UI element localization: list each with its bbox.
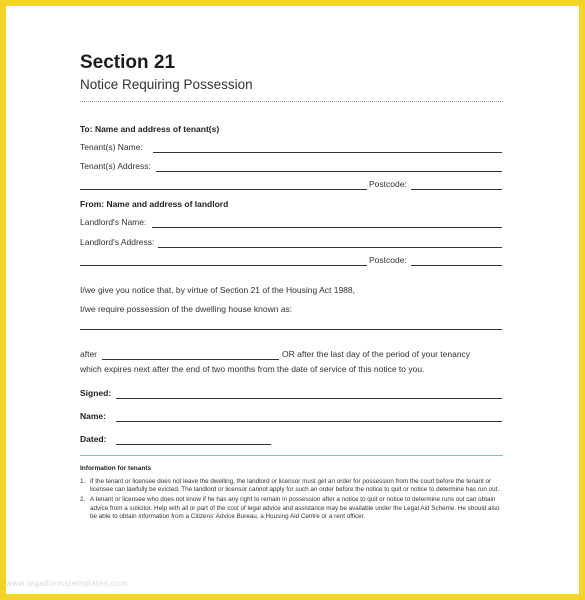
require-possession-label: I/we require possession of the dwelling house known as: (80, 304, 293, 314)
info-list (80, 478, 500, 523)
tenant-postcode-label: Postcode: (369, 179, 407, 189)
header-divider (80, 101, 503, 102)
dated-field[interactable] (116, 444, 271, 445)
landlord-postcode-label: Postcode: (369, 255, 407, 265)
name-label: Name: (80, 411, 106, 421)
name-field[interactable] (116, 421, 502, 422)
signed-field[interactable] (116, 398, 502, 399)
tenant-name-field[interactable] (153, 152, 502, 153)
or-after-text: OR after the last day of the period of your tenancy (282, 349, 471, 359)
info-item-text: A tenant or licensee who does not know if he has any right to remain in possession after a notice to quit or notice to determine runs out can obtain advice from a solicitor. Help with all or part of the cost of legal advice and assistance may be available under the Legal Aid Scheme. He should also be able to obtain information from a Citizens' Advice Bureau, a Housing Aid Centre or a rent officer. (90, 496, 500, 520)
tenant-address-field-line-2[interactable] (80, 189, 367, 190)
dwelling-address-field[interactable] (80, 329, 502, 330)
info-item-number: 1. (80, 478, 86, 485)
landlord-section-heading: From: Name and address of landlord (80, 199, 229, 209)
info-divider (80, 455, 503, 456)
info-item-text: If the tenant or licensee does not leave the dwelling, the landlord or licensor must get an order for possession from the court before the tenant or licensee can lawfully be evicted. The landlord or licensor cannot apply for such an order before the notice to quit or notice to determine has run out. (90, 478, 500, 494)
tenant-section-heading: To: Name and address of tenant(s) (80, 124, 220, 134)
watermark: www.legalformstemplates.com (6, 579, 128, 588)
info-item (80, 496, 500, 521)
info-heading: Information for tenants (80, 465, 152, 472)
landlord-address-label: Landlord's Address: (80, 237, 155, 247)
info-item (80, 478, 500, 494)
after-date-field[interactable] (102, 359, 279, 360)
notice-statement: I/we give you notice that, by virtue of Section 21 of the Housing Act 1988, (80, 285, 356, 295)
expiry-text: which expires next after the end of two months from the date of service of this notice to you. (80, 364, 425, 374)
landlord-address-field-line-2[interactable] (80, 265, 367, 266)
tenant-name-label: Tenant(s) Name: (80, 142, 143, 152)
tenant-postcode-field[interactable] (411, 189, 502, 190)
landlord-name-label: Landlord's Name: (80, 217, 147, 227)
signed-label: Signed: (80, 388, 112, 398)
info-item-number: 2. (80, 496, 86, 504)
section-title: Section 21 (80, 52, 176, 73)
after-label: after (80, 349, 98, 359)
dated-label: Dated: (80, 434, 107, 444)
notice-document (6, 6, 579, 594)
tenant-address-field[interactable] (156, 171, 502, 172)
document-subtitle: Notice Requiring Possession (80, 77, 253, 92)
tenant-address-label: Tenant(s) Address: (80, 161, 151, 171)
landlord-postcode-field[interactable] (411, 265, 502, 266)
landlord-address-field[interactable] (158, 247, 502, 248)
landlord-name-field[interactable] (152, 227, 502, 228)
